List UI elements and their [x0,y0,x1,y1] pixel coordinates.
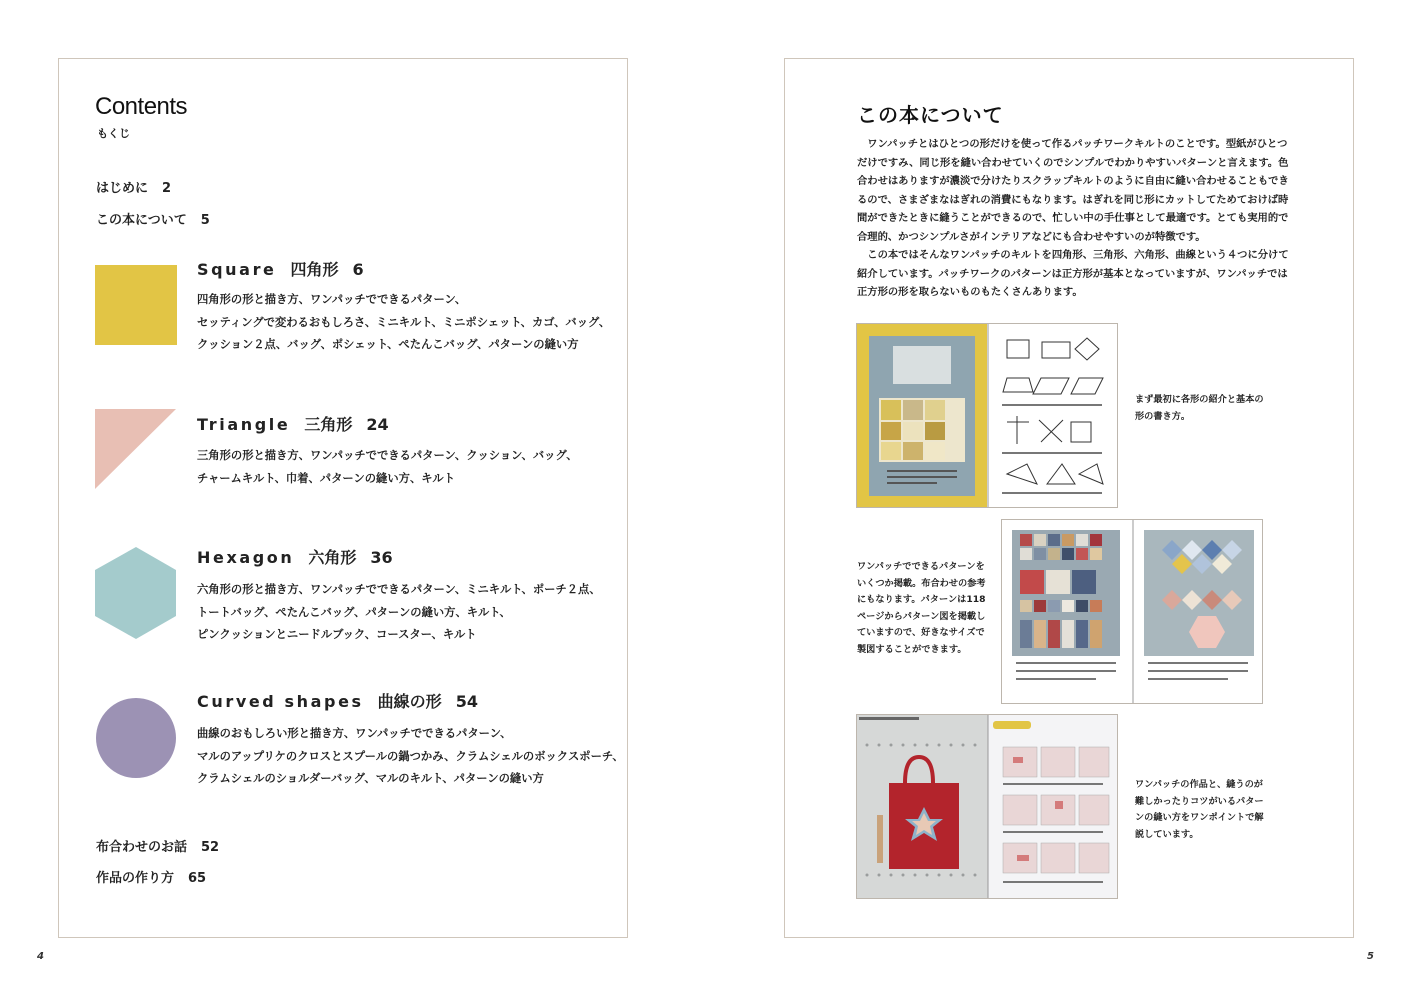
section-title-ja: 三角形 [304,415,353,434]
section-description-square [197,289,610,357]
left-page [58,58,628,938]
spread-preview-image [1002,520,1263,704]
spread-thumbnail-patterns [1001,519,1263,704]
section-title-ja: 四角形 [290,260,339,279]
body-paragraph: この本ではそんなワンパッチのキルトを四角形、三角形、六角形、曲線という４つに分けて紹介しています。パッチワークのパターンは正方形が基本となっていますが、ワンパッチでは正方形の形を取らないものもたくさんあります。 [857,249,1289,298]
section-page: 54 [455,692,478,711]
spread-preview-image [857,715,1118,899]
contents-title: Contents [95,93,188,120]
spread-thumbnail-works [856,714,1118,899]
section-heading-square[interactable] [197,257,364,280]
caption-patterns: ワンパッチでできるパターンをいくつか掲載。布合わせの参考にもなります。パターンは118ページからパターン図を掲載していますので、好きなサイズで製図することができます。 [857,561,986,655]
spread-thumbnail-shapes [856,323,1118,508]
triangle-shape-icon [95,409,177,491]
section-title-en: Hexagon [197,548,295,567]
body-paragraph: ワンパッチとはひとつの形だけを使って作るパッチワークキルトのことです。型紙がひとつだけですみ、同じ形を縫い合わせていくのでシンプルでわかりやすいパターンと言えます。色合わせはありますが濃淡で分けたりスクラップキルトのように自由に縫い合わせることもできるので、さまざまなはぎれの消費にもなります。はぎれを同じ形にカットしてためておけば時間ができたときに縫うことができるので、忙しい中の手仕事として最適です。とても実用的で合理的、かつシンプルさがインテリアなどにも合わせやすいのが特徴です。 [857,138,1289,243]
toc-item-page: 65 [188,871,207,886]
section-heading-curved[interactable] [197,689,478,712]
section-description-hexagon [197,579,601,647]
page-number-left: 4 [37,951,44,962]
section-heading-hexagon[interactable] [197,545,393,568]
toc-item-about[interactable] [96,209,210,228]
description-line: 六角形の形と描き方、ワンパッチでできるパターン、ミニキルト、ポーチ２点、 [197,583,601,596]
description-line: マルのアップリケのクロスとスプールの鍋つかみ、クラムシェルのボックスポーチ、 [197,749,624,763]
hexagon-shape-icon [95,547,177,639]
section-title-ja: 曲線の形 [377,692,442,711]
toc-item-how-to-make[interactable] [96,867,206,886]
section-heading-triangle[interactable] [197,412,389,435]
description-line: トートバッグ、ぺたんこバッグ、パターンの縫い方、キルト、 [197,605,511,619]
section-page: 36 [370,548,393,567]
section-page: 6 [352,260,364,279]
about-title: この本について [857,103,1004,127]
toc-item-fabric-talk[interactable] [96,836,219,855]
toc-item-page: 52 [201,840,220,855]
toc-item-page: 5 [200,213,210,228]
caption-shapes: まず最初に各形の紹介と基本の形の書き方。 [1135,394,1264,422]
section-description-curved [197,723,624,791]
toc-item-label: 布合わせのお話 [96,840,188,855]
toc-item-label: はじめに [96,181,149,196]
right-page [784,58,1354,938]
description-line: ピンクッションとニードルブック、コースター、キルト [197,628,477,641]
toc-item-hajimeni[interactable] [96,177,171,196]
description-line: チャームキルト、巾着、パターンの縫い方、キルト [197,471,456,485]
description-line: セッティングで変わるおもしろさ、ミニキルト、ミニポシェット、カゴ、バッグ、 [197,315,611,329]
caption-works: ワンパッチの作品と、縫うのが難しかったりコツがいるパターンの縫い方をワンポイントで解説しています。 [1135,779,1264,840]
description-line: 曲線のおもしろい形と描き方、ワンパッチでできるパターン、 [197,727,512,740]
section-title-en: Triangle [197,415,291,434]
description-line: 三角形の形と描き方、ワンパッチでできるパターン、クッション、バッグ、 [197,449,578,462]
page-number-right: 5 [1367,951,1374,962]
section-description-triangle [197,445,578,490]
about-body [857,135,1293,302]
circle-shape-icon [95,697,177,779]
toc-item-label: この本について [96,213,187,228]
section-page: 24 [366,415,389,434]
section-title-en: Curved shapes [197,692,364,711]
toc-item-label: 作品の作り方 [96,871,175,886]
description-line: クラムシェルのショルダーバッグ、マルのキルト、パターンの縫い方 [197,772,544,785]
spread-preview-image [857,324,1118,508]
contents-subtitle: もくじ [97,127,130,140]
section-title-en: Square [197,260,277,279]
description-line: クッション２点、バッグ、ポシェット、ぺたんこバッグ、パターンの縫い方 [197,338,579,351]
description-line: 四角形の形と描き方、ワンパッチでできるパターン、 [197,293,467,306]
section-title-ja: 六角形 [308,548,357,567]
toc-item-page: 2 [162,181,172,196]
square-shape-icon [95,265,177,345]
